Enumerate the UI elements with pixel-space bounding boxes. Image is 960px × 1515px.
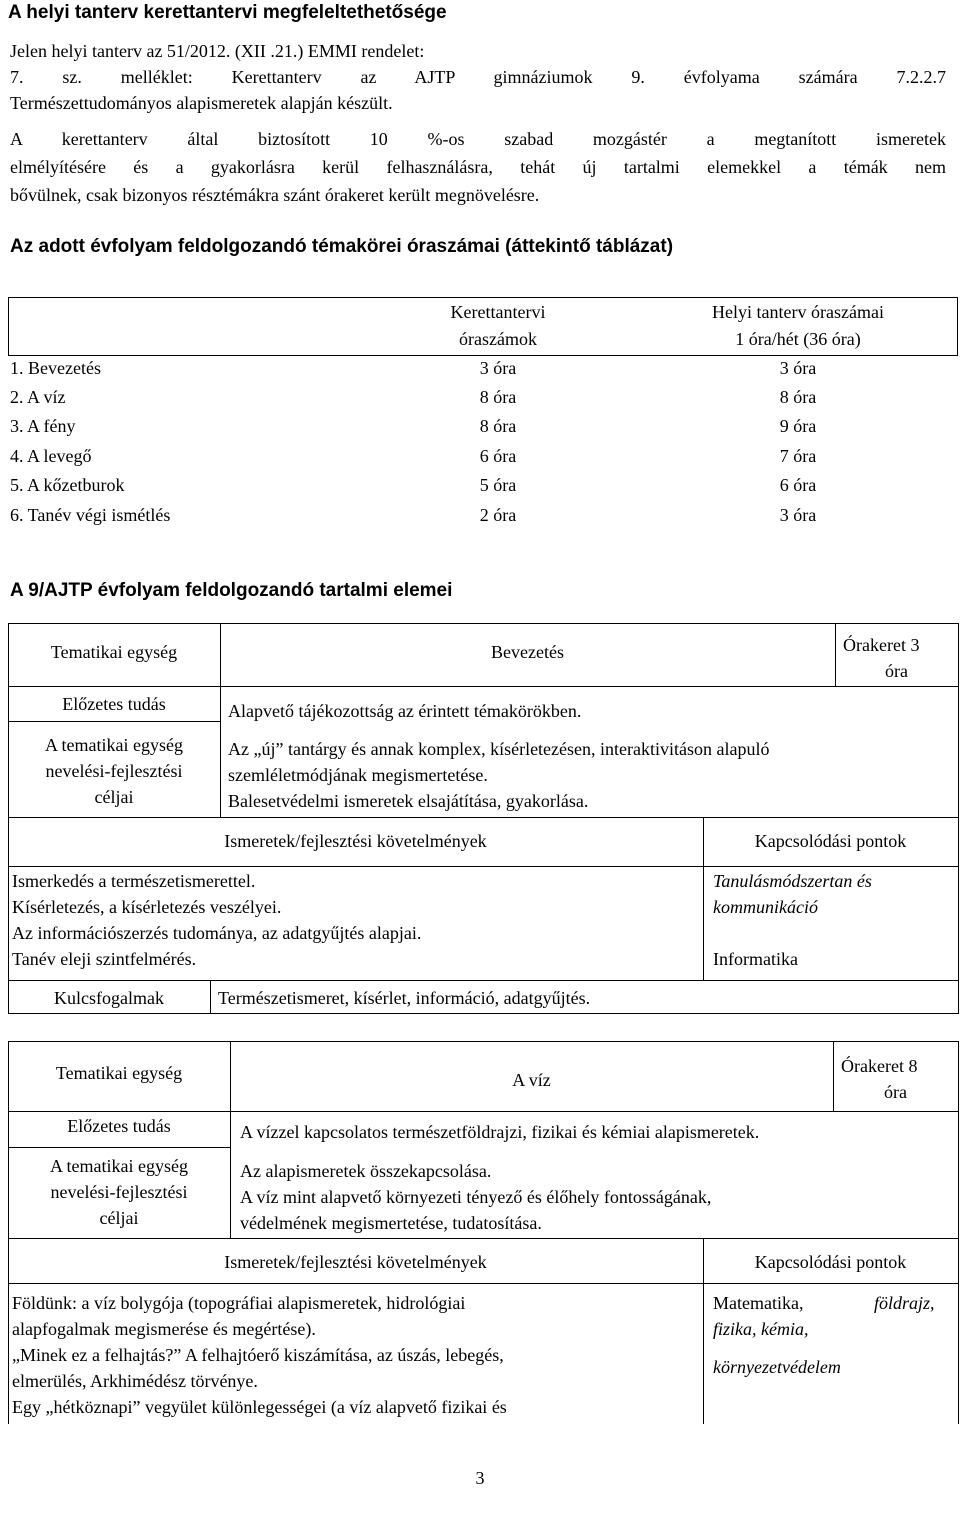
annex-line-1: 7. sz. melléklet: Kerettanterv az AJTP gimnáziumok 9. évfolyama számára 7.2.2.7 <box>10 67 946 87</box>
unit1-keywords: Természetismeret, kísérlet, információ, adatgyűjtés. <box>218 988 591 1008</box>
unit2-goals-line3: védelmének megismertetése, tudatosítása. <box>240 1213 542 1233</box>
unit1-link-3: Informatika <box>713 949 798 969</box>
overview-table-right-border <box>957 297 958 356</box>
table-row-local-hours: 6 óra <box>779 475 817 495</box>
unit1-label-unit: Tematikai egység <box>50 642 178 662</box>
unit1-border <box>8 623 9 1014</box>
unit2-link-3: környezetvédelem <box>713 1357 841 1377</box>
unit2-prior-knowledge: A vízzel kapcsolatos természetföldrajzi, fizikai és kémiai alapismeretek. <box>240 1122 760 1142</box>
unit2-requirement-5: Egy „hétköznapi” vegyület különlegességei (a víz alapvető fizikai és <box>12 1397 507 1417</box>
unit2-border <box>8 1041 959 1042</box>
unit1-requirement-4: Tanév eleji szintfelmérés. <box>12 949 197 969</box>
unit2-border <box>958 1041 959 1424</box>
unit1-requirement-2: Kísérletezés, a kísérletezés veszélyei. <box>12 897 282 917</box>
unit2-requirement-4: elmerülés, Arkhimédész törvénye. <box>12 1371 258 1391</box>
unit2-goals-line1: Az alapismeretek összekapcsolása. <box>240 1161 492 1181</box>
table-row-frame-hours: 3 óra <box>479 358 517 378</box>
unit2-requirement-2: alapfogalmak megismerése és megértése). <box>12 1319 316 1339</box>
document-title: A helyi tanterv kerettantervi megfeleltethetősége <box>8 2 447 23</box>
unit2-label-requirements: Ismeretek/fejlesztési követelmények <box>224 1252 487 1272</box>
unit1-title: Bevezetés <box>491 642 564 662</box>
unit2-border <box>8 1238 959 1239</box>
unit2-border <box>8 1283 959 1284</box>
unit2-link-1a: Matematika, <box>713 1293 804 1313</box>
unit1-hours-line1: Órakeret 3 <box>843 635 920 655</box>
unit1-border <box>8 721 220 722</box>
page-number: 3 <box>475 1468 485 1488</box>
intro-paragraph-line-1: A kerettanterv által biztosított 10 %-os szabad mozgástér a megtanított ismeretek <box>10 129 946 149</box>
unit1-border <box>8 866 959 867</box>
unit1-goals-line1: Az „új” tantárgy és annak komplex, kísérletezésen, interaktivitáson alapuló <box>228 739 770 759</box>
unit1-goals-line3: Balesetvédelmi ismeretek elsajátítása, gyakorlása. <box>228 791 589 811</box>
annex-line-2: Természettudományos alapismeretek alapján készült. <box>10 93 393 113</box>
table-row-local-hours: 8 óra <box>779 387 817 407</box>
unit1-label-goals-line3: céljai <box>94 787 134 807</box>
unit2-goals-line2: A víz mint alapvető környezeti tényező és élőhely fontosságának, <box>240 1187 712 1207</box>
unit2-hours-line1: Órakeret 8 <box>841 1056 918 1076</box>
unit1-label-goals-line1: A tematikai egység <box>45 735 183 755</box>
table-row-frame-hours: 5 óra <box>479 475 517 495</box>
unit1-requirement-3: Az információszerzés tudománya, az adatgyűjtés alapjai. <box>12 923 422 943</box>
unit2-label-goals-line3: céljai <box>99 1208 139 1228</box>
unit2-hours-line2: óra <box>884 1082 907 1102</box>
unit1-border <box>8 686 959 687</box>
unit2-label-goals-line1: A tematikai egység <box>50 1156 188 1176</box>
unit2-border <box>8 1147 230 1148</box>
unit1-border <box>958 623 959 1014</box>
unit1-border <box>8 1013 959 1014</box>
unit1-prior-knowledge: Alapvető tájékozottság az érintett témakörökben. <box>228 701 582 721</box>
overview-table-top-border <box>8 297 958 298</box>
unit1-label-prior: Előzetes tudás <box>62 694 166 714</box>
intro-paragraph-line-2: elmélyítésére és a gyakorlásra kerül felhasználásra, tehát új tartalmi elemekkel a témák nem <box>10 157 946 177</box>
content-heading: A 9/AJTP évfolyam feldolgozandó tartalmi elemei <box>10 580 453 601</box>
table-row-local-hours: 3 óra <box>779 505 817 525</box>
unit1-border <box>8 623 959 624</box>
unit1-link-2: kommunikáció <box>713 897 818 917</box>
unit1-label-requirements: Ismeretek/fejlesztési követelmények <box>224 831 487 851</box>
unit1-label-goals-line2: nevelési-fejlesztési <box>45 761 183 781</box>
unit1-border <box>8 980 959 981</box>
unit1-border <box>8 817 959 818</box>
unit2-border <box>8 1041 9 1424</box>
table-row-topic: 1. Bevezetés <box>10 358 101 378</box>
table-row-topic: 2. A víz <box>10 387 66 407</box>
overview-col1-header-line1: Kerettantervi <box>450 302 546 322</box>
table-row-local-hours: 7 óra <box>779 446 817 466</box>
unit2-border <box>8 1111 959 1112</box>
unit1-hours-line2: óra <box>885 661 908 681</box>
unit1-label-links: Kapcsolódási pontok <box>754 831 907 851</box>
unit2-requirement-1: Földünk: a víz bolygója (topográfiai alapismeretek, hidrológiai <box>12 1293 466 1313</box>
unit1-goals-line2: szemléletmódjának megismertetése. <box>228 765 488 785</box>
table-row-frame-hours: 8 óra <box>479 416 517 436</box>
unit2-link-2: fizika, kémia, <box>713 1319 809 1339</box>
unit2-label-prior: Előzetes tudás <box>67 1116 171 1136</box>
decree-line: Jelen helyi tanterv az 51/2012. (XII .21.) EMMI rendelet: <box>10 41 425 61</box>
overview-col2-header-line2: 1 óra/hét (36 óra) <box>735 329 861 349</box>
unit2-label-unit: Tematikai egység <box>55 1063 183 1083</box>
unit2-title: A víz <box>512 1070 551 1090</box>
unit2-requirement-3: „Minek ez a felhajtás?” A felhajtóerő kiszámítása, az úszás, lebegés, <box>12 1345 504 1365</box>
table-row-local-hours: 3 óra <box>779 358 817 378</box>
table-row-frame-hours: 8 óra <box>479 387 517 407</box>
unit1-requirement-1: Ismerkedés a természetismerettel. <box>12 871 256 891</box>
unit2-label-goals-line2: nevelési-fejlesztési <box>50 1182 188 1202</box>
table-row-local-hours: 9 óra <box>779 416 817 436</box>
unit1-label-keywords: Kulcsfogalmak <box>54 988 164 1008</box>
overview-col1-header-line2: óraszámok <box>459 329 537 349</box>
unit1-border <box>210 980 211 1014</box>
table-row-topic: 3. A fény <box>10 416 76 436</box>
intro-paragraph-line-3: bővülnek, csak bizonyos résztémákra szánt órakeret került megnövelésre. <box>10 185 540 205</box>
overview-table-left-border <box>8 297 9 356</box>
table-row-frame-hours: 2 óra <box>479 505 517 525</box>
unit1-link-1: Tanulásmódszertan és <box>713 871 872 891</box>
unit2-link-1b: földrajz, <box>874 1293 935 1313</box>
table-row-topic: 4. A levegő <box>10 446 92 466</box>
table-row-topic: 5. A kőzetburok <box>10 475 125 495</box>
unit2-label-links: Kapcsolódási pontok <box>754 1252 907 1272</box>
overview-col2-header-line1: Helyi tanterv óraszámai <box>712 302 884 322</box>
table-row-frame-hours: 6 óra <box>479 446 517 466</box>
overview-heading: Az adott évfolyam feldolgozandó témakörei óraszámai (áttekintő táblázat) <box>10 236 674 257</box>
table-row-topic: 6. Tanév végi ismétlés <box>10 505 171 525</box>
